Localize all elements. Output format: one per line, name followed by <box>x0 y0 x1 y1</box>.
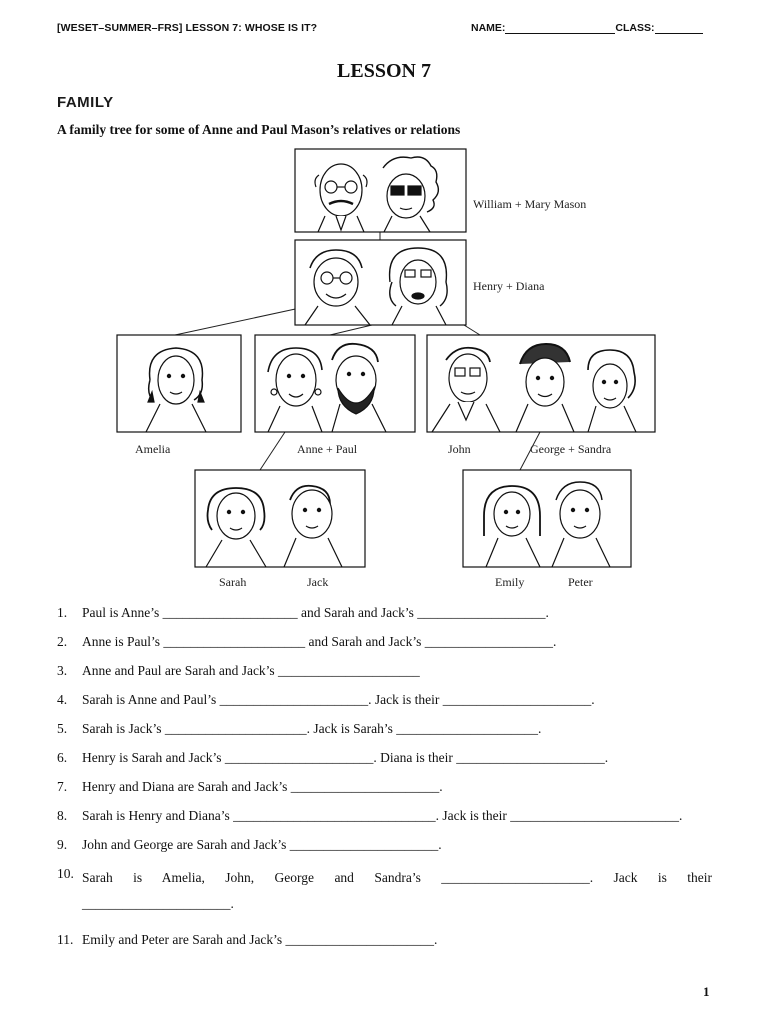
exercise-text[interactable]: Paul is Anne’s ____________________ and Sarah and Jack’s ___________________. <box>82 605 549 620</box>
parents-picture <box>295 240 466 325</box>
exercise-item-7 <box>57 778 712 795</box>
page-number: 1 <box>703 984 710 999</box>
exercise-item-2 <box>57 633 712 650</box>
label-john: John <box>448 442 471 456</box>
lesson-title: LESSON 7 <box>337 60 431 82</box>
document-header: [WESET–SUMMER–FRS] LESSON 7: WHOSE IS IT? <box>57 22 318 34</box>
exercise-item-9 <box>57 836 712 853</box>
exercise-number: 10. <box>57 866 74 881</box>
exercise-text[interactable]: Sarah is Amelia, John, George and Sandra’s ______________________. Jack is their ______________________. <box>82 870 712 911</box>
label-parents: Henry + Diana <box>473 279 545 293</box>
exercise-text[interactable]: John and George are Sarah and Jack’s ______________________. <box>82 837 442 852</box>
exercise-item-11 <box>57 931 712 948</box>
exercise-item-1 <box>57 604 712 621</box>
exercise-number: 7. <box>57 779 68 794</box>
exercise-number: 9. <box>57 837 68 852</box>
exercise-item-5 <box>57 720 712 737</box>
label-jack: Jack <box>307 575 329 589</box>
exercise-number: 8. <box>57 808 68 823</box>
exercise-item-6 <box>57 749 712 766</box>
label-sarah: Sarah <box>219 575 247 589</box>
exercise-text[interactable]: Emily and Peter are Sarah and Jack’s ______________________. <box>82 932 438 947</box>
exercise-list <box>57 604 712 948</box>
exercise-text[interactable]: Sarah is Henry and Diana’s ______________________________. Jack is their _________________________. <box>82 808 683 823</box>
subtitle: A family tree for some of Anne and Paul Mason’s relatives or relations <box>57 122 461 137</box>
label-george-sandra: George + Sandra <box>530 442 612 456</box>
name-label: NAME: <box>471 22 506 34</box>
exercise-number: 2. <box>57 634 68 649</box>
section-title: FAMILY <box>57 94 114 111</box>
exercise-item-8 <box>57 807 712 824</box>
emily-peter-picture <box>463 470 631 567</box>
grandparents-picture <box>295 149 466 232</box>
sarah-jack-picture <box>195 470 365 567</box>
exercise-number: 5. <box>57 721 68 736</box>
exercise-number: 3. <box>57 663 68 678</box>
exercise-item-4 <box>57 691 712 708</box>
exercise-number: 1. <box>57 605 68 620</box>
class-label: CLASS: <box>615 22 655 34</box>
exercise-number: 6. <box>57 750 68 765</box>
exercise-item-3 <box>57 662 712 679</box>
exercise-item-10 <box>57 865 712 917</box>
john-george-sandra-picture <box>427 335 655 432</box>
amelia-picture <box>117 335 241 432</box>
label-emily: Emily <box>495 575 525 589</box>
anne-paul-picture <box>255 335 415 432</box>
exercise-text[interactable]: Henry is Sarah and Jack’s ______________________. Diana is their ______________________. <box>82 750 609 765</box>
exercise-text[interactable]: Anne is Paul’s _____________________ and Sarah and Jack’s ___________________. <box>82 634 557 649</box>
label-peter: Peter <box>568 575 593 589</box>
exercise-text[interactable]: Sarah is Jack’s _____________________. Jack is Sarah’s _____________________. <box>82 721 542 736</box>
exercise-number: 11. <box>57 932 74 947</box>
label-grandparents: William + Mary Mason <box>473 197 587 211</box>
exercise-number: 4. <box>57 692 68 707</box>
exercise-text[interactable]: Anne and Paul are Sarah and Jack’s _____________________ <box>82 663 420 678</box>
label-amelia: Amelia <box>135 442 171 456</box>
label-anne-paul: Anne + Paul <box>297 442 358 456</box>
exercise-text[interactable]: Henry and Diana are Sarah and Jack’s ______________________. <box>82 779 443 794</box>
exercise-text[interactable]: Sarah is Anne and Paul’s ______________________. Jack is their ______________________. <box>82 692 595 707</box>
